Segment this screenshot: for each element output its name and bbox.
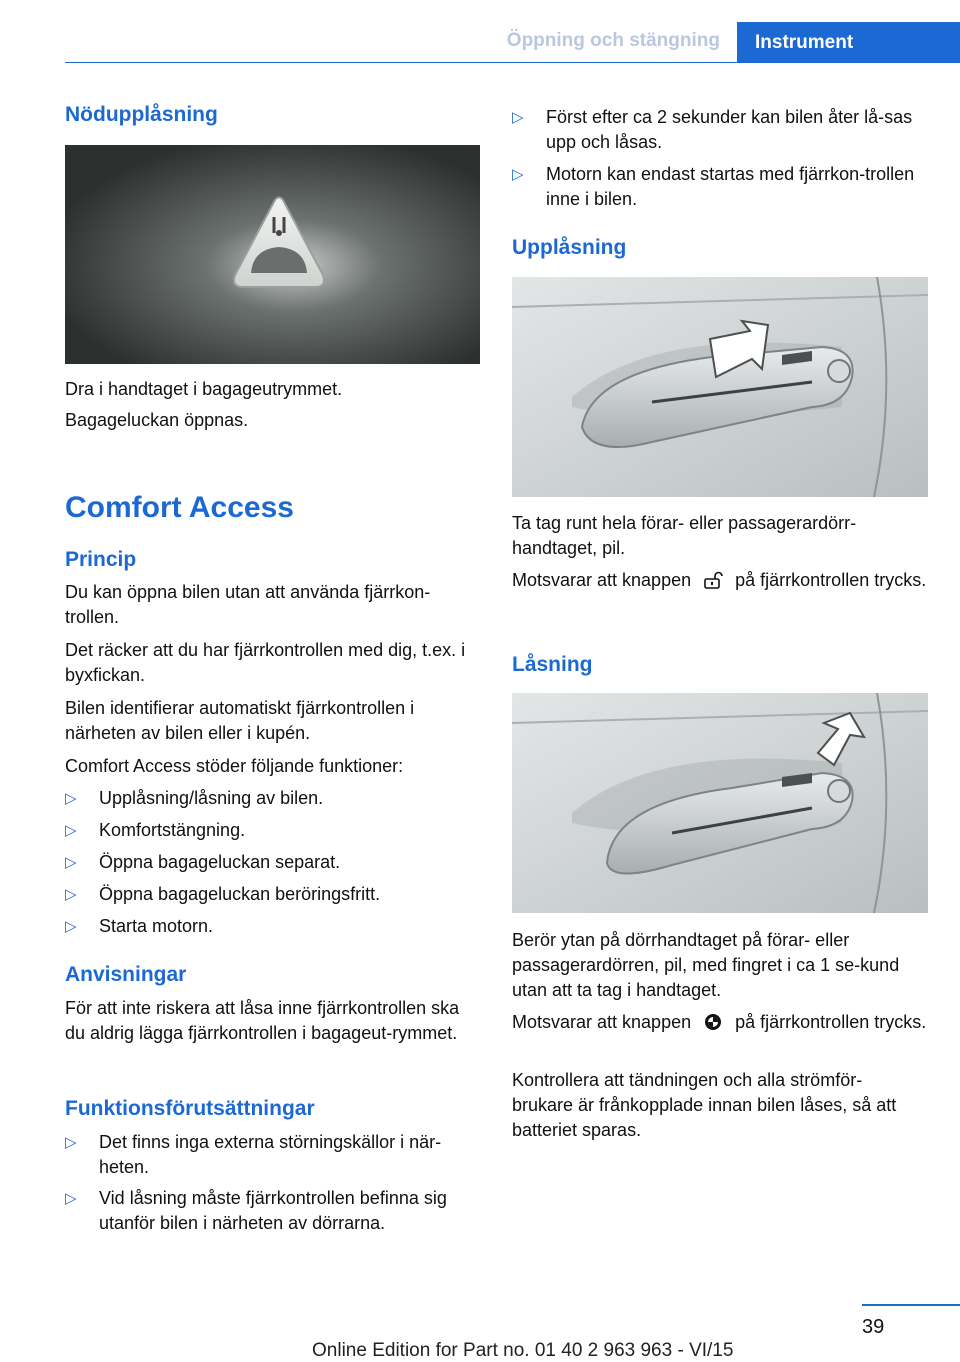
unlock-icon — [702, 571, 724, 589]
door-handle-lock-photo — [512, 693, 928, 913]
heading-notes: Anvisningar — [65, 963, 187, 986]
heading-unlocking: Upplåsning — [512, 236, 627, 259]
list-item: ▷ Komfortstängning. — [65, 818, 480, 843]
heading-comfort-access: Comfort Access — [65, 491, 294, 524]
principle-paragraph-3: Bilen identifierar automatiskt fjärrkontrollen i närheten av bilen eller i kupén. — [65, 698, 415, 743]
bullet-triangle-icon: ▷ — [65, 790, 77, 807]
list-item: ▷ Öppna bagageluckan separat. — [65, 850, 480, 875]
lock-paragraph-3: Kontrollera att tändningen och alla strömför-brukare är frånkopplade innan bilen låses, så att batteriet sparas. — [512, 1070, 897, 1140]
bullet-triangle-icon: ▷ — [65, 822, 77, 839]
heading-principle: Princip — [65, 548, 137, 571]
heading-prerequisites: Funktionsförutsättningar — [65, 1097, 315, 1120]
header-chapter-tab: Instrument — [737, 22, 960, 62]
emergency-paragraph-1: Dra i handtaget i bagageutrymmet. — [65, 379, 343, 399]
unlock-paragraph-2: Motsvarar att knappen på fjärrkontrollen trycks. — [512, 570, 927, 590]
bmw-logo-icon — [702, 1013, 724, 1031]
principle-paragraph-1: Du kan öppna bilen utan att använda fjärrkon-trollen. — [65, 582, 431, 627]
header-section-title: Öppning och stängning — [506, 30, 720, 51]
list-item: ▷ Det finns inga externa störningskällor i när-heten. — [65, 1132, 442, 1177]
bullet-triangle-icon: ▷ — [65, 1134, 77, 1151]
bullet-triangle-icon: ▷ — [65, 854, 77, 871]
principle-paragraph-2: Det räcker att du har fjärrkontrollen med dig, t.ex. i byxfickan. — [65, 640, 466, 685]
trunk-release-photo — [65, 145, 480, 364]
bullet-triangle-icon: ▷ — [65, 1190, 77, 1207]
list-item: ▷ Motorn kan endast startas med fjärrkon-trollen inne i bilen. — [512, 164, 915, 209]
list-item: ▷ Först efter ca 2 sekunder kan bilen åter lå-sas upp och låsas. — [512, 107, 913, 152]
lock-paragraph-1: Berör ytan på dörrhandtaget på förar- eller passagerardörren, pil, med fingret i ca 1 se-kund utan att ta tag i handtaget. — [512, 930, 900, 1000]
lock-paragraph-2: Motsvarar att knappen på fjärrkontrollen trycks. — [512, 1012, 927, 1032]
list-item: ▷ Vid låsning måste fjärrkontrollen befinna sig utanför bilen i närheten av dörrarna. — [65, 1188, 447, 1233]
bullet-triangle-icon: ▷ — [65, 918, 77, 935]
header-rule — [65, 62, 960, 63]
list-item: ▷ Öppna bagageluckan beröringsfritt. — [65, 882, 480, 907]
list-item: ▷ Upplåsning/låsning av bilen. — [65, 786, 480, 811]
bullet-triangle-icon: ▷ — [512, 166, 524, 183]
heading-locking: Låsning — [512, 653, 593, 676]
emergency-paragraph-2: Bagageluckan öppnas. — [65, 410, 249, 430]
notes-paragraph: För att inte riskera att låsa inne fjärrkontrollen ska du aldrig lägga fjärrkontrollen i bagageut-rymmet. — [65, 998, 460, 1043]
bullet-triangle-icon: ▷ — [512, 109, 524, 126]
list-item: ▷ Starta motorn. — [65, 914, 480, 939]
heading-emergency-unlock: Nödupplåsning — [65, 103, 218, 126]
door-handle-unlock-photo — [512, 277, 928, 497]
page-number: 39 — [862, 1316, 885, 1338]
footer-rule — [862, 1304, 960, 1306]
footer-edition: Online Edition for Part no. 01 40 2 963 963 - VI/15 — [312, 1340, 734, 1361]
bullet-triangle-icon: ▷ — [65, 886, 77, 903]
unlock-paragraph-1: Ta tag runt hela förar- eller passagerardörr-handtaget, pil. — [512, 513, 857, 558]
principle-paragraph-4: Comfort Access stöder följande funktioner: — [65, 756, 404, 776]
